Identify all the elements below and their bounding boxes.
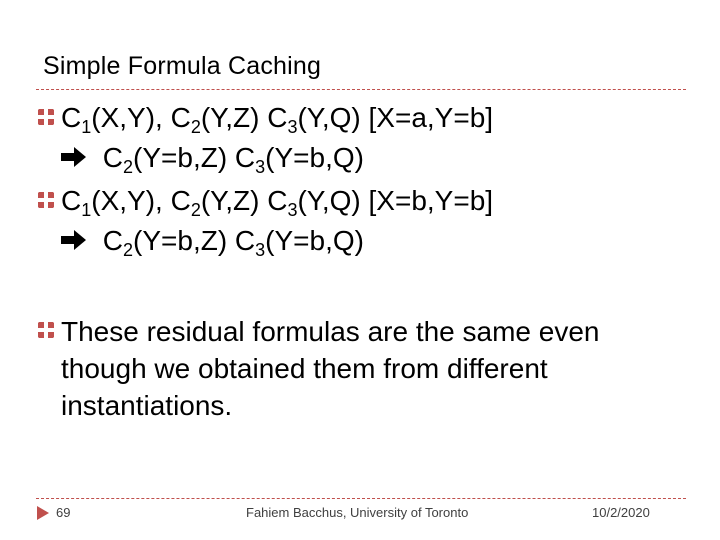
formula-text: (Y,Q) [X=a,Y=b] <box>297 102 494 133</box>
footer-author: Fahiem Bacchus, University of Toronto <box>246 505 469 520</box>
formula-text: (X,Y), C <box>91 102 191 133</box>
formula-line-4 <box>61 224 364 258</box>
formula-text: (Y,Z) C <box>200 102 288 133</box>
body-paragraph: These residual formulas are the same even though we obtained them from different instantiations. <box>61 316 600 421</box>
bullet-icon <box>36 320 56 340</box>
formula-text: (Y=b,Z) C <box>133 142 256 173</box>
formula-text: (Y,Q) [X=b,Y=b] <box>297 185 494 216</box>
formula-line-2 <box>61 141 364 175</box>
page-number: 69 <box>56 505 71 520</box>
implies-arrow-icon <box>61 224 95 258</box>
bullet-icon <box>36 190 56 210</box>
formula-text: C <box>61 185 82 216</box>
formula-subscript: 2 <box>190 200 201 220</box>
title-divider <box>36 89 686 90</box>
formula-subscript: 3 <box>287 200 298 220</box>
formula-line-1 <box>61 101 493 135</box>
formula-subscript: 2 <box>190 117 201 137</box>
formula-line-3 <box>61 184 493 218</box>
formula-subscript: 3 <box>255 157 266 177</box>
formula-text: (X,Y), C <box>91 185 191 216</box>
slide-title: Simple Formula Caching <box>43 52 322 80</box>
footer-triangle-icon <box>36 505 50 526</box>
formula-subscript: 1 <box>81 117 92 137</box>
bullet-icon <box>36 107 56 127</box>
formula-subscript: 1 <box>81 200 92 220</box>
formula-subscript: 2 <box>123 157 134 177</box>
formula-text: C <box>61 102 82 133</box>
footer-date: 10/2/2020 <box>592 505 650 520</box>
footer-divider <box>36 498 686 499</box>
formula-text: (Y=b,Z) C <box>133 225 256 256</box>
formula-subscript: 2 <box>123 240 134 260</box>
implies-arrow-icon <box>61 141 95 175</box>
formula-text: C <box>95 142 123 173</box>
formula-subscript: 3 <box>287 117 298 137</box>
formula-text: C <box>95 225 123 256</box>
formula-text: (Y=b,Q) <box>265 142 364 173</box>
formula-text: (Y=b,Q) <box>265 225 364 256</box>
formula-text: (Y,Z) C <box>200 185 288 216</box>
formula-subscript: 3 <box>255 240 266 260</box>
